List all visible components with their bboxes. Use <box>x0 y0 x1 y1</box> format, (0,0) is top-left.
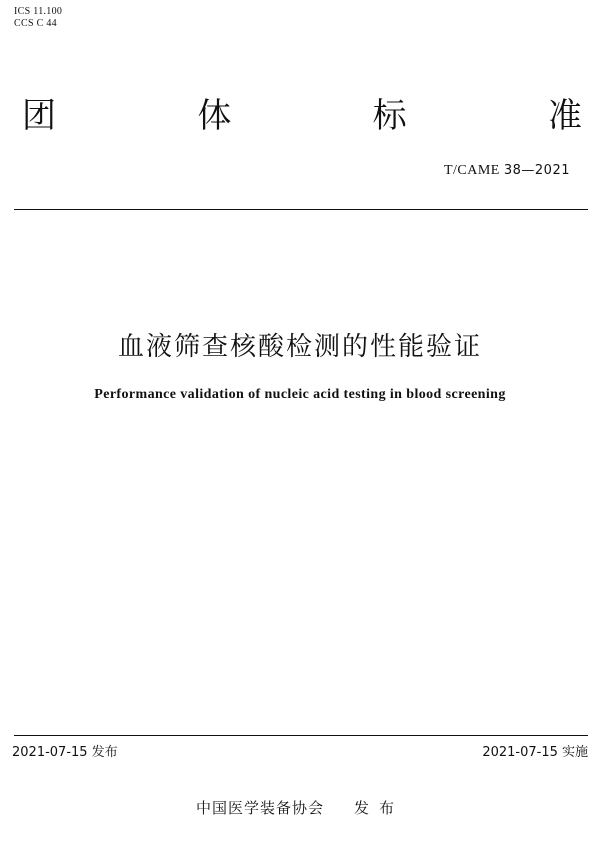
publisher-line <box>0 798 600 818</box>
standard-type-heading <box>22 96 582 136</box>
publisher-action: 发布 <box>354 799 405 817</box>
document-title-chinese: 血液筛查核酸检测的性能验证 <box>117 332 482 362</box>
standard-number-value: 38—2021 <box>503 163 570 178</box>
publish-date: 2021-07-15 发布 <box>12 745 118 760</box>
implementation-date: 2021-07-15 实施 <box>482 745 588 760</box>
top-divider <box>14 209 588 210</box>
classification-codes <box>14 6 62 30</box>
standard-number <box>444 162 570 180</box>
standard-type-char-1: 团 <box>22 96 56 136</box>
standard-number-prefix: T/CAME <box>443 163 500 178</box>
standard-type-char-3: 标 <box>372 96 407 136</box>
standard-type-char-2: 体 <box>197 96 232 136</box>
bottom-divider <box>14 735 588 736</box>
ccs-code: CCS C 44 <box>14 18 57 29</box>
publisher-organization: 中国医学装备协会 <box>195 799 324 817</box>
document-title-english: Performance validation of nucleic acid testing in blood screening <box>94 387 506 402</box>
standard-type-char-4: 准 <box>547 96 582 136</box>
ics-code: ICS 11.100 <box>14 6 63 17</box>
